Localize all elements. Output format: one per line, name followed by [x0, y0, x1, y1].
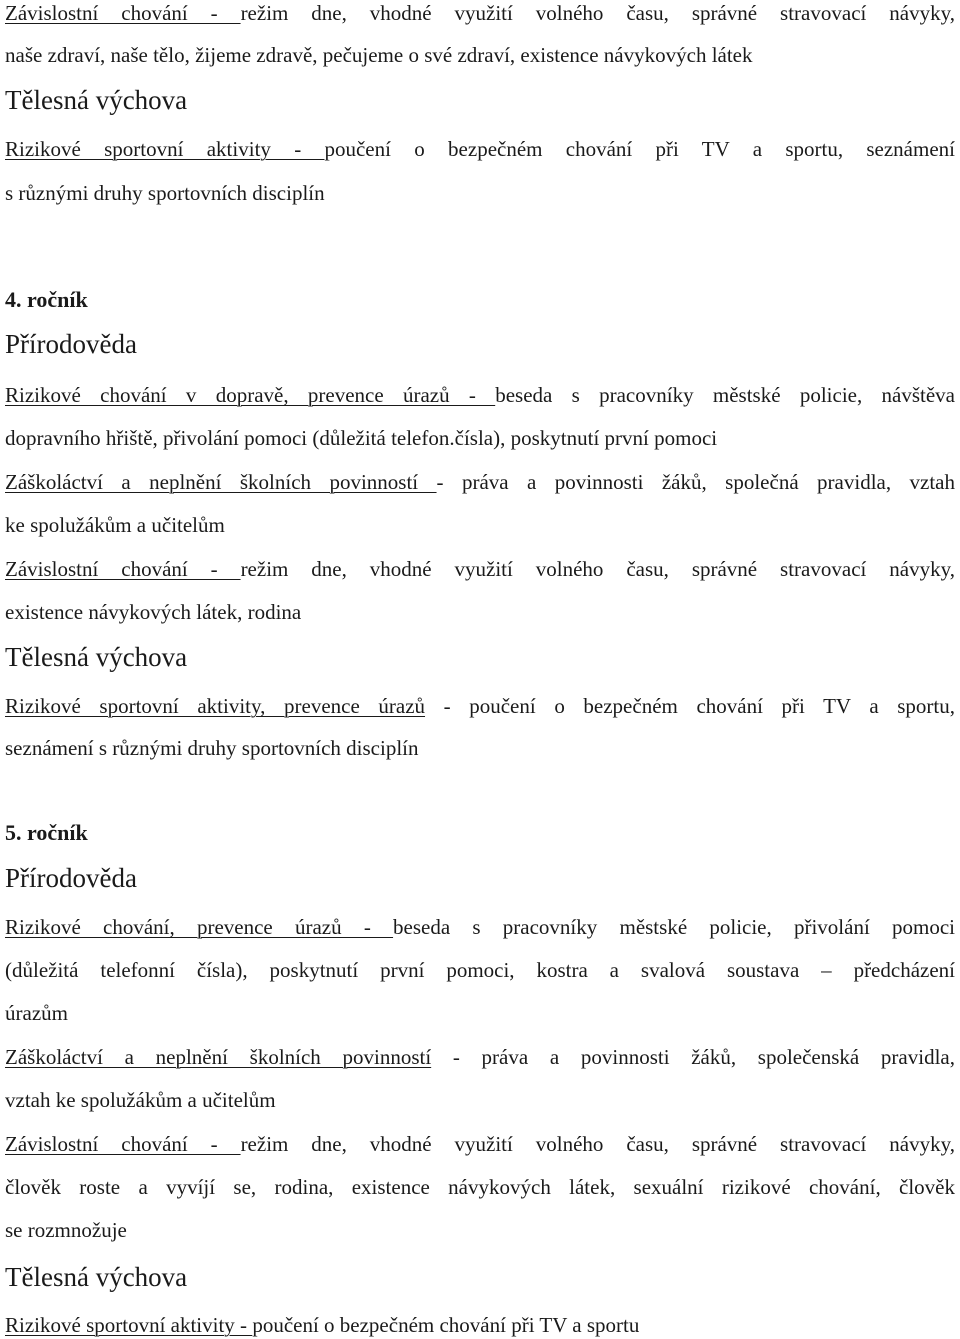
paragraph-line — [5, 136, 955, 162]
paragraph-line — [5, 1000, 955, 1026]
paragraph-line — [5, 914, 955, 940]
topic-heading: Záškoláctví a neplnění školních povinností — [5, 470, 437, 494]
topic-heading: Závislostní chování - — [5, 1132, 241, 1156]
topic-heading: Rizikové chování v dopravě, prevence úrazů - — [5, 383, 496, 407]
topic-text: dopravního hřiště, přivolání pomoci (důležitá telefon.čísla), poskytnutí první pomoci — [5, 426, 718, 450]
paragraph-line — [5, 512, 955, 538]
topic-text: poučení o bezpečném chování při TV a sportu, seznámení — [324, 137, 955, 161]
topic-text: (důležitá telefonní čísla), poskytnutí první pomoci, kostra a svalová soustava – předcházení — [5, 958, 955, 982]
topic-text: režim dne, vhodné využití volného času, správné stravovací návyky, — [240, 1132, 955, 1156]
topic-text: naše zdraví, naše tělo, žijeme zdravě, pečujeme o své zdraví, existence návykových látek — [5, 43, 753, 67]
grade-heading: 4. ročník — [5, 287, 88, 312]
paragraph-line — [5, 1174, 955, 1200]
topic-text: vztah ke spolužákům a učitelům — [5, 1088, 276, 1112]
paragraph-line — [5, 425, 955, 451]
topic-text: - práva a povinnosti žáků, společná pravidla, vztah — [436, 470, 956, 494]
topic-text: se rozmnožuje — [5, 1218, 127, 1242]
topic-text: poučení o bezpečném chování při TV a sportu — [252, 1313, 640, 1337]
subject-heading: Tělesná výchova — [5, 642, 188, 672]
subject-heading: Tělesná výchova — [5, 85, 188, 115]
topic-heading: Závislostní chování - — [5, 1, 241, 25]
paragraph-line — [5, 556, 955, 582]
paragraph-line — [5, 1217, 955, 1243]
paragraph-line — [5, 599, 955, 625]
paragraph-line — [5, 693, 955, 719]
topic-heading: Závislostní chování - — [5, 557, 241, 581]
topic-text: režim dne, vhodné využití volného času, správné stravovací návyky, — [240, 557, 955, 581]
paragraph-line — [5, 1312, 955, 1338]
paragraph-line — [5, 42, 955, 68]
paragraph-line — [5, 1044, 955, 1070]
paragraph-line — [5, 180, 955, 206]
topic-text: člověk roste a vyvíjí se, rodina, existence návykových látek, sexuální rizikové chování, člověk — [5, 1175, 955, 1199]
subject-heading: Přírodověda — [5, 329, 137, 359]
topic-text: beseda s pracovníky městské policie, přivolání pomoci — [393, 915, 955, 939]
paragraph-line — [5, 1087, 955, 1113]
paragraph-line — [5, 735, 955, 761]
topic-text: ke spolužákům a učitelům — [5, 513, 225, 537]
paragraph-line — [5, 382, 955, 408]
topic-text: úrazům — [5, 1001, 68, 1025]
grade-heading: 5. ročník — [5, 820, 88, 845]
paragraph-line — [5, 1131, 955, 1157]
subject-heading: Přírodověda — [5, 863, 137, 893]
topic-heading: Rizikové sportovní aktivity, prevence úrazů — [5, 694, 426, 718]
topic-text: - práva a povinnosti žáků, společenská pravidla, — [431, 1045, 955, 1069]
topic-text: beseda s pracovníky městské policie, návštěva — [495, 383, 956, 407]
topic-text: režim dne, vhodné využití volného času, správné stravovací návyky, — [240, 1, 955, 25]
topic-heading: Rizikové sportovní aktivity - — [5, 137, 325, 161]
paragraph-line — [5, 0, 955, 26]
topic-text: existence návykových látek, rodina — [5, 600, 302, 624]
subject-heading: Tělesná výchova — [5, 1262, 188, 1292]
paragraph-line — [5, 957, 955, 983]
topic-text: s různými druhy sportovních disciplín — [5, 181, 325, 205]
paragraph-line — [5, 469, 955, 495]
topic-heading: Záškoláctví a neplnění školních povinností — [5, 1045, 432, 1069]
topic-heading: Rizikové chování, prevence úrazů - — [5, 915, 394, 939]
topic-text: - poučení o bezpečném chování při TV a sportu, — [425, 694, 955, 718]
topic-text: seznámení s různými druhy sportovních disciplín — [5, 736, 419, 760]
topic-heading: Rizikové sportovní aktivity - — [5, 1313, 253, 1337]
